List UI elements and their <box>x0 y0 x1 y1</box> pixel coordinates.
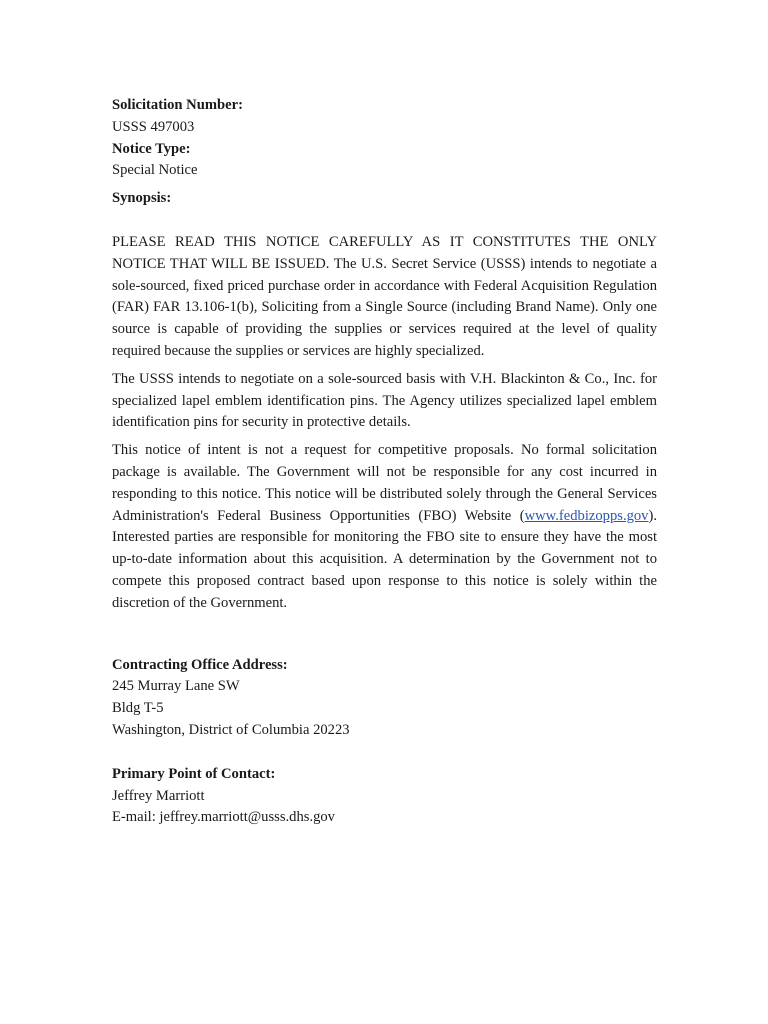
spacer <box>112 210 657 232</box>
fedbizopps-link[interactable]: www.fedbizopps.gov <box>524 507 649 524</box>
synopsis-paragraph-1: PLEASE READ THIS NOTICE CAREFULLY AS IT CONSTITUTES THE ONLY NOTICE THAT WILL BE ISSUED. The U.S. Secret Service (USSS) intends to negotiate a sole-sourced, fixed priced purchase order in accordance with Federal Acquisition Regulation (FAR) FAR 13.106-1(b), Soliciting from a Single Source (including Brand Name). Only one source is capable of providing the supplies or services required at the level of quality required because the supplies or services are highly specialized. <box>112 233 657 359</box>
contact-name: Jeffrey Marriott <box>112 787 205 804</box>
notice-type-value: Special Notice <box>112 162 198 179</box>
solicitation-number-label: Solicitation Number: <box>112 97 243 113</box>
office-address-line-2: Bldg T-5 <box>112 700 164 717</box>
paragraph-3-text-start: This notice of intent is not a request for competitive proposals. No formal solicitation package is available. The Government will not be responsible for any cost incurred in responding to this notice. This notice will be distributed solely through the General Services Administration's Federal Business Opportunities (FBO) Website ( <box>112 442 657 524</box>
notice-type-label: Notice Type: <box>112 140 191 157</box>
contact-email: E-mail: jeffrey.marriott@usss.dhs.gov <box>112 809 335 826</box>
synopsis-paragraph-2: The USSS intends to negotiate on a sole-sourced basis with V.H. Blackinton & Co., Inc. for specialized lapel emblem identification pins. The Agency utilizes specialized lapel emblem identification pins for security in protective details. <box>112 370 657 431</box>
contracting-office-label: Contracting Office Address: <box>112 656 288 673</box>
office-address-line-3: Washington, District of Columbia 20223 <box>112 721 350 738</box>
paragraph-3-text-end: ). Interested parties are responsible for monitoring the FBO site to ensure they have the most up-to-date information about this acquisition. A determination by the Government not to compete this proposed contract based upon response to this notice is solely within the discretion of the Government. <box>112 507 657 611</box>
spacer <box>112 742 657 764</box>
synopsis-label: Synopsis: <box>112 190 172 207</box>
notice-document <box>112 95 657 829</box>
spacer <box>112 621 657 655</box>
solicitation-number-value: USSS 497003 <box>112 118 195 135</box>
synopsis-paragraph-3 <box>112 440 657 614</box>
office-address-line-1: 245 Murray Lane SW <box>112 678 240 695</box>
point-of-contact-label: Primary Point of Contact: <box>112 765 276 782</box>
